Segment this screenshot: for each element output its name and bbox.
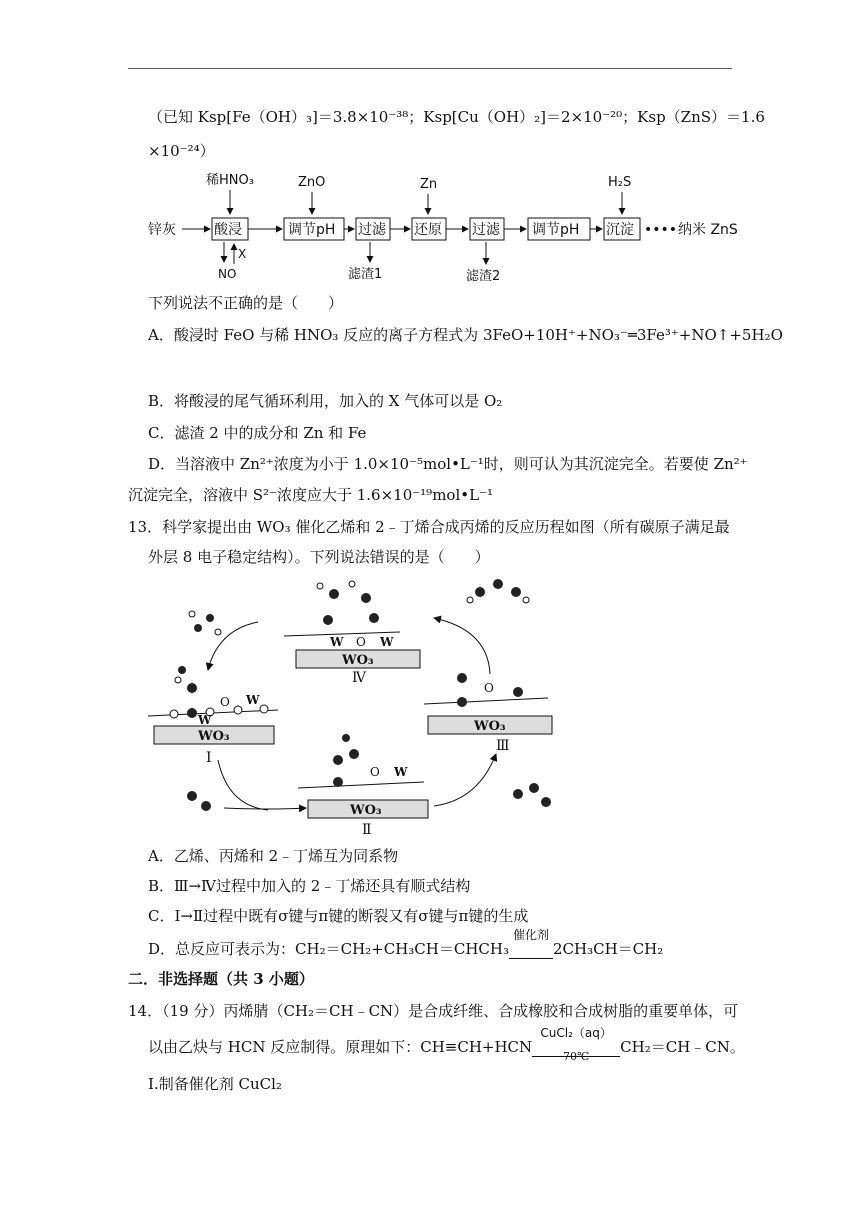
slab-ii-o: O [370,765,380,779]
q13-option-a: A．乙烯、丙烯和 2﹣丁烯互为同系物 [148,847,399,865]
q14-stem-line2 [148,1026,745,1063]
q12-option-c: C．滤渣 2 中的成分和 Zn 和 Fe [148,424,367,442]
slab-ii-w: W [394,765,408,779]
catalytic-cycle-figure [148,570,588,840]
q13-d-products: 2CH₃CH＝CH₂ [553,940,664,958]
side-x: X [238,247,247,261]
flow-step-adjust-ph-1: 调节pH [288,222,336,238]
side-no: NO [218,267,237,281]
slab-iii-wo3: WO₃ [474,719,506,734]
section-title: 二．非选择题（共 3 小题） [128,970,314,988]
stage-label-iii: Ⅲ [496,738,510,754]
reaction-temperature: 70℃ [563,1050,590,1063]
reagent-zn: Zn [420,177,438,192]
flow-step-filter-1: 过滤 [358,222,386,238]
catalyst-label: 催化剂 [512,928,549,942]
q14-reactants: 以由乙炔与 HCN 反应制得。原理如下：CH≡CH+HCN [148,1038,533,1056]
q12-option-b: B．将酸浸的尾气循环利用，加入的 X 气体可以是 O₂ [148,392,503,410]
side-residue-2: 滤渣2 [466,269,501,284]
stage-label-i: Ⅰ [206,750,212,766]
flow-step-adjust-ph-2: 调节pH [532,222,580,238]
q13-stem-line1: 13．科学家提出由 WO₃ 催化乙烯和 2﹣丁烯合成丙烯的反应历程如图（所有碳原子满足最 [128,518,730,536]
known-constants-line2: ×10⁻²⁴） [148,142,215,160]
slab-i-w2: W [246,693,260,707]
flow-step-filter-2: 过滤 [472,222,500,238]
q13-d-reactants: D．总反应可表示为：CH₂＝CH₂+CH₃CH＝CHCH₃ [148,940,509,958]
reagent-dilute-hno3: 稀HNO₃ [206,173,254,188]
flow-step-acid-leach: 酸浸 [214,222,242,238]
process-flowchart [148,170,748,290]
slab-ii-wo3: WO₃ [350,803,382,818]
slab-iv-o: O [356,635,366,649]
stage-label-iv: Ⅳ [352,670,366,686]
flow-ellipsis: •••• [644,222,678,238]
flow-step-reduce: 还原 [414,222,442,238]
reagent-zno: ZnO [298,175,326,190]
slab-i-o: O [220,695,230,709]
flow-end: 纳米 ZnS [678,222,738,238]
q13-option-c: C．Ⅰ→Ⅱ过程中既有σ键与π键的断裂又有σ键与π键的生成 [148,907,529,925]
q14-product: CH₂＝CH﹣CN。 [620,1038,745,1056]
flow-start: 锌灰 [148,222,176,238]
slab-iii-o: O [484,681,494,695]
stage-label-ii: Ⅱ [362,822,372,838]
reaction-catalyst: CuCl₂（aq） [540,1026,612,1040]
header-rule [128,68,732,69]
q14-stem-line1: 14．（19 分）丙烯腈（CH₂＝CH﹣CN）是合成纤维、合成橡胶和合成树脂的重要单体，可 [128,1002,739,1020]
side-residue-1: 滤渣1 [348,267,383,282]
catalyst-arrow [509,928,553,959]
known-constants-line1: （已知 Ksp[Fe（OH）₃]＝3.8×10⁻³⁸；Ksp[Cu（OH）₂]＝2×10⁻²⁰；Ksp（ZnS）＝1.6 [148,108,765,126]
q12-option-a: A．酸浸时 FeO 与稀 HNO₃ 反应的离子方程式为 3FeO+10H⁺+NO₃⁻═3Fe³⁺+NO↑+5H₂O [148,326,783,344]
q13-stem-line2: 外层 8 电子稳定结构）。下列说法错误的是（ ） [148,548,490,566]
slab-iv-w2: W [380,635,394,649]
slab-i-wo3: WO₃ [198,729,230,744]
flow-step-precipitate: 沉淀 [606,222,634,238]
reagent-h2s: H₂S [608,175,632,190]
q12-option-d-line2: 沉淀完全，溶液中 S²⁻浓度应大于 1.6×10⁻¹⁹mol•L⁻¹ [128,486,493,504]
q13-option-b: B．Ⅲ→Ⅳ过程中加入的 2﹣丁烯还具有顺式结构 [148,877,471,895]
q12-option-d-line1: D．当溶液中 Zn²⁺浓度为小于 1.0×10⁻⁵mol•L⁻¹时，则可认为其沉淀完全。若要使 Zn²⁺ [148,455,748,473]
slab-iv-wo3: WO₃ [342,653,374,668]
slab-i-w1: W [198,713,212,727]
q13-option-d [148,928,664,959]
reaction-arrow [532,1026,620,1063]
slab-iv-w1: W [330,635,344,649]
q12-stem: 下列说法不正确的是（ ） [148,294,344,312]
q14-part1: Ⅰ.制备催化剂 CuCl₂ [148,1075,282,1093]
